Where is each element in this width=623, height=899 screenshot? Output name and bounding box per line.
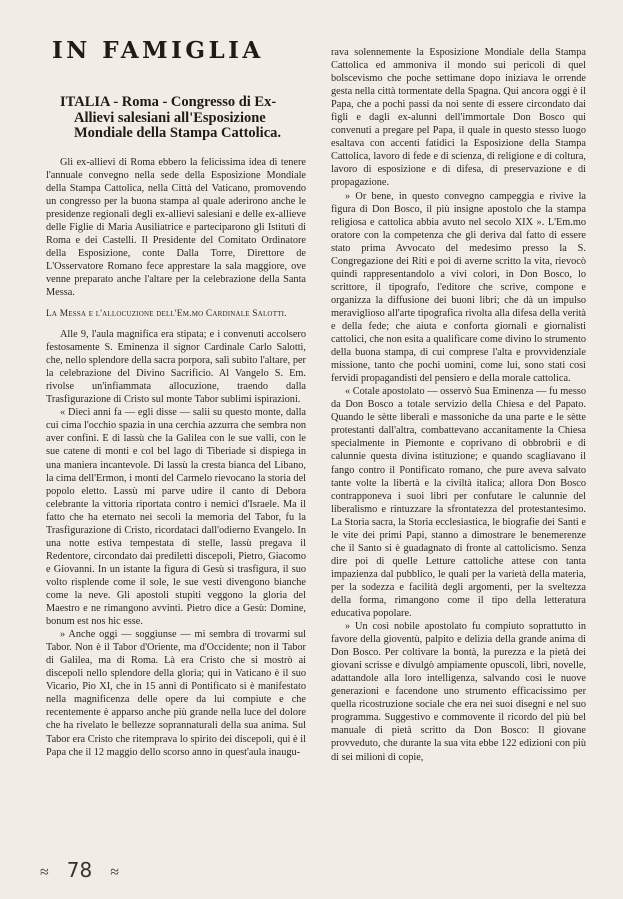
paragraph: » Or bene, in questo convegno campeggia e rivive la figura di Don Bosco, il più insigne apostolo che la stampa religiosa e cattolica abbia avuto nel secolo XIX ». L'Em.mo oratore con la competenza che gli deriva dal fatto di essere stato prima Avvocato del medesimo presso la S. Congregazione dei Riti e poi di averne scritto la vita, rievocò quindi rappresentandolo a vivi colori, in Don Bosco, lo scrittore, il tipografo, l'editore che scrive, compone e organizza la diffusione dei buoni libri; che dà un impulso meraviglioso all'arte tipografica rivolta alla difesa della verità e della fede; che aiuta e conforta giornali e giornalisti cattolici, che non esita a qualificare come divino lo strumento della buona stampa, di cui comprese l'alta e provvidenziale missione, tanto che pochi uomini, come lui, sono stati così fervidi propagandisti del pensiero e della morale cattolica. — [331, 190, 586, 385]
paragraph: » Un così nobile apostolato fu compiuto soprattutto in favore della gioventù, palpito e delizia della grande anima di Don Bosco. Per coltivare la bontà, la purezza e la pietà dei giovani scrisse e divulgò ampiamente opuscoli, libri, novelle, adattandole alla loro intelligenza, salvando così le nuove generazioni e facendone uno strumento efficacissimo per quella ricostruzione sociale che era nei suoi disegni e nel suo programma. Suggestivo e commovente il ricordo del più bel manuale di pietà scritto da Don Bosco: Il giovane provveduto, che durante la sua vita ebbe 122 edizioni con più di sei milioni di copie, — [331, 621, 586, 763]
section-heading: La Messa e l'allocuzione dell'Em.mo Cardinale Salotti. — [46, 309, 287, 320]
paragraph: Gli ex-allievi di Roma ebbero la felicissima idea di tenere l'annuale convegno nella sede della Esposizione Mondiale della Stampa Cattolica, nella Città del Vaticano, promovendo un congresso per la buona stampa al quale aderirono anche le presidenze regionali degli ex-allievi salesiani e delle ex-allieve delle Figlie di Maria Ausiliatrice e parteciparono gli Istituti di Roma e dei Castelli. Il Presidente del Comitato Ordinatore della Esposizione, conte Dalla Torre, Direttore de L'Osservatore Romano fece apprestare la sala maggiore, ove venne preparato anche l'altare per la celebrazione della Santa Messa. — [46, 156, 306, 299]
footer-mark: ≈ — [110, 864, 120, 881]
paragraph: » Anche oggi — soggiunse — mi sembra di trovarmi sul Tabor. Non è il Tabor d'Oriente, ma d'Occidente; non il Tabor di Galilea, ma di Roma. Là era Cristo che si mostrò ai discepoli nello splendore della gloria; qui in Vaticano è il suo Vicario, Pio XI, che in 15 anni di Pontificato si è manifestato nella magnificenza delle opere da lui compiute e che recentemente è apparso anche più grande nella luce del dolore che ha rivelato le bellezze soprannaturali della sua anima. Sul Tabor era Cristo che ritemprava lo spirito dei discepoli, qui è il Papa che il 12 maggio dello scorso anno in quest'aula inaugu- — [46, 629, 306, 758]
paragraph: « Dieci anni fa — egli disse — salii su questo monte, dalla cui cima l'occhio spazia in una cerchia azzurra che sembra non aver confini. E di lassù che la Galilea con le sue valli, con le sue catene di monti e col bel lago di Tiberiade si dispiega in una maniera incantevole. Di lassù la cresta bianca del Libano, la cima dell'Ermon, i monti del Carmelo rievocano la storia del popolo eletto. Lassù mi parve udire il canto di Debora celebrante la vittoria riportata contro i nemici d'Israele. Ma il fatto che ha eternato nei secoli la memoria del Tabor, fu la Trasfigurazione di Cristo, ricordataci dall'odierno Evangelo. In una notte estiva tempestata di stelle, lassù pregava il Redentore, circondato dai prediletti discepoli, Pietro, Giacomo e Giovanni. In un istante la figura di Gesù si trasfigura, il suo volto risplende come il sole, le sue vesti divengono bianche come la neve. Gli apostoli stupiti veggono la gloria del Maestro e ne rimangono avvinti. Pietro dice a Gesù: Domine, bonum est nos hic esse. — [46, 407, 306, 628]
paragraph: Alle 9, l'aula magnifica era stipata; e i convenuti accolsero festosamente S. Eminenza il signor Cardinale Carlo Salotti, che, nello splendore della sacra porpora, salì subito l'altare, per la celebrazione del Divino Sacrificio. Al Vangelo S. Em. rivolse un'infiammata allocuzione, traendo dalla Trasfigurazione di Cristo sul monte Tabor sublimi ispirazioni. — [46, 329, 306, 406]
page-footer — [40, 858, 133, 882]
paragraph: rava solennemente la Esposizione Mondiale della Stampa Cattolica ed ammoniva il mondo sui pericoli di quel bolscevismo che poche settimane dopo iniziava le orrende gesta nella città tormentate della Spagna. Qui ancora oggi è il Papa, che a pochi passi da noi sente di essere circondato dai figli e dagli ex-alunni dell'immortale Don Bosco qui convenuti a pregare pel Papa, il quale in questo stesso luogo esaltava con accenti fatidici la Esposizione della Stampa Cattolica, lavoro di fede e di scienza, di religione e di coltura, lavoro di esposizione e di difesa, di preservazione e di propagazione. — [331, 47, 586, 189]
paragraph: « Cotale apostolato — osservò Sua Eminenza — fu messo da Don Bosco a totale servizio della Chiesa e del Papato. Quando le sètte liberali e massoniche da una parte e le sètte protestanti dall'altra, combattevano accanitamente la Chiesa specialmente in Piemonte e coprivano di obbrobrii e di calunnie questa divina istituzione; e quando scagliavano il fango contro il Pontificato romano, che pure aveva salvato tante volte la libertà e la civiltà italica; allora Don Bosco contrapponeva i suoi libri per confutare le calunnie del liberalismo e rintuzzare la sfrontatezza del protestantesimo. La Storia sacra, la Storia ecclesiastica, le biografie dei Santi e le vite dei primi Papi, stanno a dimostrare le benemerenze che il Santo si è guadagnato di fronte al cattolicismo. Senza dire poi di quelle Letture cattoliche attese con tanta impazienza dal pubblico, le quali per la varietà della materia, per la sodezza e facilità degli argomenti, per la sveltezza della forma, rimangono come il tipo della letteratura educativa popolare. — [331, 386, 586, 620]
page-number: 78 — [66, 858, 93, 882]
right-column — [331, 46, 586, 764]
footer-mark: ≈ — [40, 864, 49, 881]
page-title: IN FAMIGLIA — [52, 37, 264, 64]
article-headline: ITALIA - Roma - Congresso di Ex-Allievi salesiani all'Esposizione Mondiale della Stampa Cattolica. — [60, 94, 282, 142]
left-column — [46, 37, 306, 759]
